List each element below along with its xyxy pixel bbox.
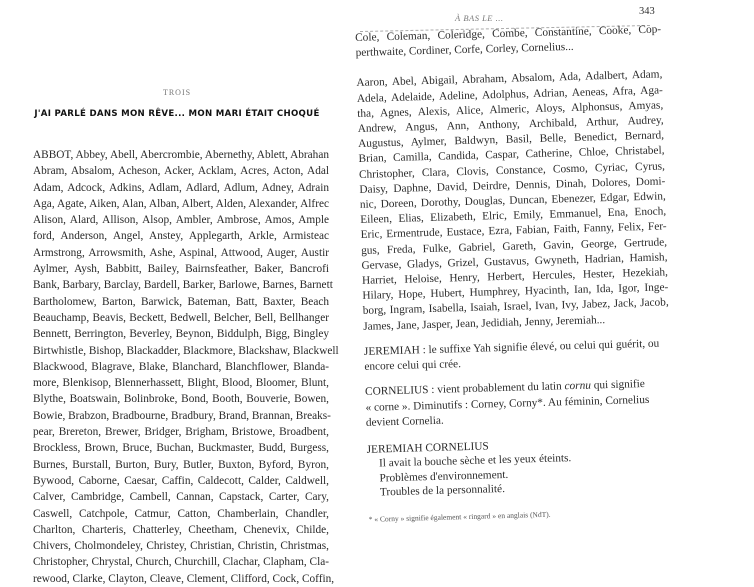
text-line: Christopher, Chrystal, Church, Churchill, Clachar, Clapham, Cla-	[33, 556, 329, 569]
text-line: Andrew, Angus, Ann, Anthony, Archibald, Arthur, Audrey,	[357, 114, 664, 135]
text-line: Charlton, Charteris, Chatterley, Cheetham, Chenevix, Childe,	[33, 523, 329, 536]
jeremiah-note-line: JEREMIAH : le suffixe Yah signifie élevé, ou celui qui guérit, ou	[363, 337, 660, 358]
chapter-label: TROIS	[162, 88, 192, 97]
text-line: Adam, Adcock, Adkins, Adlam, Adlard, Adlum, Adney, Adrain	[33, 181, 329, 194]
cornelius-note-line: « corne ». Diminutifs : Corney, Corny*. Au féminin, Cornelius	[365, 393, 650, 414]
text-line: Hilary, Hope, Hubert, Humphrey, Hyacinth, Ian, Ida, Igor, Inge-	[362, 281, 669, 303]
text-line: Bank, Barbary, Barclay, Bardell, Barker, Barlowe, Barnes, Barnett	[33, 279, 333, 292]
text-line: Beauchamp, Beavis, Beckett, Bedwell, Belcher, Bell, Bellhanger	[33, 311, 329, 324]
firstname-list	[356, 68, 669, 335]
text-line: Calver, Cambridge, Cambell, Cannan, Capstack, Carter, Cary,	[33, 491, 329, 504]
text-line: Burnes, Burstall, Burton, Bury, Butler, Buxton, Byford, Byron,	[33, 458, 329, 471]
running-head: À BAS LE ...	[455, 13, 504, 23]
jeremiah-note-line: encore celui qui crée.	[364, 358, 462, 374]
text-line: rewood, Clarke, Clayton, Cleave, Clement, Clifford, Cock, Coffin,	[33, 572, 335, 585]
text-line: Aga, Agate, Aiken, Alan, Alban, Albert, Alden, Alexander, Alfrec	[33, 197, 329, 210]
right-page-content	[355, 22, 675, 523]
text-line: ABBOT, Abbey, Abell, Abercrombie, Abernethy, Ablett, Abrahan	[33, 149, 329, 161]
poem-line: Il avait la bouche sèche et les yeux éteints.	[378, 452, 572, 470]
text-line: Harriet, Heloise, Henry, Herbert, Hercules, Hester, Hezekiah,	[361, 266, 669, 287]
jeremiah-note	[364, 336, 671, 375]
text-line: Eileen, Elias, Elizabeth, Elric, Emily, Emmanuel, Ena, Enoch,	[360, 205, 667, 227]
text-line: Cole, Coleman, Coleridge, Combe, Constantine, Cooke, Cop-	[355, 23, 662, 44]
cornelius-note-line: devient Cornelia.	[365, 414, 444, 429]
poem-line: Problèmes d'environnement.	[379, 468, 509, 485]
text-line: Alison, Alard, Allison, Alsop, Ambler, Ambrose, Amos, Ample	[33, 214, 329, 227]
text-line: Adela, Adelaide, Adeline, Adolphus, Adrian, Aeneas, Afra, Aga-	[356, 84, 663, 105]
text-line: Bartholomew, Barton, Barwick, Bateman, Batt, Baxter, Beach	[33, 295, 329, 308]
text-line: Daisy, Daphne, David, Deirdre, Dennis, Dinah, Dolores, Domi-	[359, 175, 666, 196]
surname-list	[33, 147, 339, 587]
right-page	[345, 0, 754, 524]
cornelius-latin-word: cornu	[564, 380, 592, 393]
text-line: pear, Brereton, Brewer, Bridger, Brigham, Bristowe, Broadbent,	[33, 426, 329, 439]
text-line: Aylmer, Aysh, Babbitt, Bailey, Bairnsfeather, Baker, Bancrofi	[33, 263, 329, 276]
text-line: Bywood, Caborne, Caesar, Caffin, Caldecott, Calder, Caldwell,	[33, 474, 329, 487]
text-line: nic, Doreen, Dorothy, Douglas, Duncan, Ebenezer, Edgar, Edwin,	[359, 190, 666, 211]
text-line: Blythe, Boatswain, Bolinbroke, Bond, Booth, Bouverie, Bowen,	[33, 393, 329, 406]
text-line: Caswell, Catchpole, Catmur, Catton, Chamberlain, Chandler,	[33, 507, 329, 520]
poem-line: Troubles de la personnalité.	[379, 483, 506, 499]
cornelius-note	[365, 377, 672, 431]
text-line: Blackwood, Blagrave, Blake, Blanchard, Blanchflower, Blanda-	[33, 360, 329, 373]
text-line: tha, Agnes, Alexis, Alice, Almeric, Aloys, Alphonsus, Amyas,	[357, 99, 664, 120]
text-line: Brian, Camilla, Candida, Caspar, Catherine, Chloe, Christabel,	[358, 144, 665, 166]
text-line: Chivers, Cholmondeley, Christey, Christian, Christin, Christmas,	[33, 540, 329, 553]
footnote: * « Corny » signifie également « ringard » en anglais (NdT).	[368, 509, 551, 524]
left-page	[0, 0, 345, 585]
text-line: Christopher, Clara, Clovis, Constance, Cosmo, Cyriac, Cyrus,	[358, 160, 666, 181]
text-line: James, Jane, Jasper, Jean, Jedidiah, Jenny, Jeremiah...	[363, 313, 606, 333]
text-line: Eric, Ermentrude, Eustace, Ezra, Fabian, Faith, Fanny, Felix, Fer-	[360, 220, 667, 242]
cornelius-suffix: qui signifie	[590, 378, 646, 393]
page-number: 343	[639, 6, 655, 17]
text-line: Bennett, Berrington, Beverley, Beynon, Biddulph, Bigg, Bingley	[33, 328, 329, 341]
text-line: Aaron, Abel, Abigail, Abraham, Absalom, Ada, Adalbert, Adam,	[356, 68, 663, 90]
text-line: Abram, Absalom, Acheson, Acker, Acklam, Acres, Acton, Adal	[33, 165, 329, 178]
cornelius-prefix: CORNELIUS : vient probablement du latin	[364, 380, 565, 399]
text-line: Augustus, Aylmer, Baldwyn, Basil, Belle, Benedict, Bernard,	[357, 129, 665, 151]
text-line: Bowie, Brabzon, Bradbourne, Bradbury, Brand, Brannan, Breaks-	[33, 409, 331, 422]
text-line: gus, Freda, Fulke, Gabriel, Gareth, Gavin, George, Gertrude,	[360, 236, 668, 257]
text-line: Armstrong, Arrowsmith, Ashe, Aspinal, Attwood, Auger, Austir	[33, 246, 329, 259]
text-line: Brockless, Brown, Bruce, Buchan, Buckmaster, Budd, Burgess,	[33, 442, 329, 455]
text-line: more, Blenkisop, Blennerhassett, Blight, Blood, Bloomer, Blunt,	[33, 377, 329, 390]
text-line: Birtwhistle, Bishop, Blackadder, Blackmore, Blackshaw, Blackwell	[33, 344, 339, 357]
poem-title: JEREMIAH CORNELIUS	[366, 440, 489, 457]
text-line: borg, Ingram, Isabella, Isaiah, Israel, Ivan, Ivy, Jabez, Jack, Jacob,	[362, 296, 669, 318]
text-line: Gervase, Gladys, Grizel, Gustavus, Gwyneth, Hadrian, Hamish,	[361, 251, 668, 272]
text-line: ford, Anderson, Angel, Anstey, Applegarth, Arkle, Armisteac	[33, 230, 329, 243]
poem	[367, 435, 674, 501]
chapter-title: J'AI PARLÉ DANS MON RÊVE... MON MARI ÉTAIT CHOQUÉ	[34, 109, 320, 119]
text-line: perthwaite, Cordiner, Corfe, Corley, Cornelius...	[355, 41, 574, 60]
